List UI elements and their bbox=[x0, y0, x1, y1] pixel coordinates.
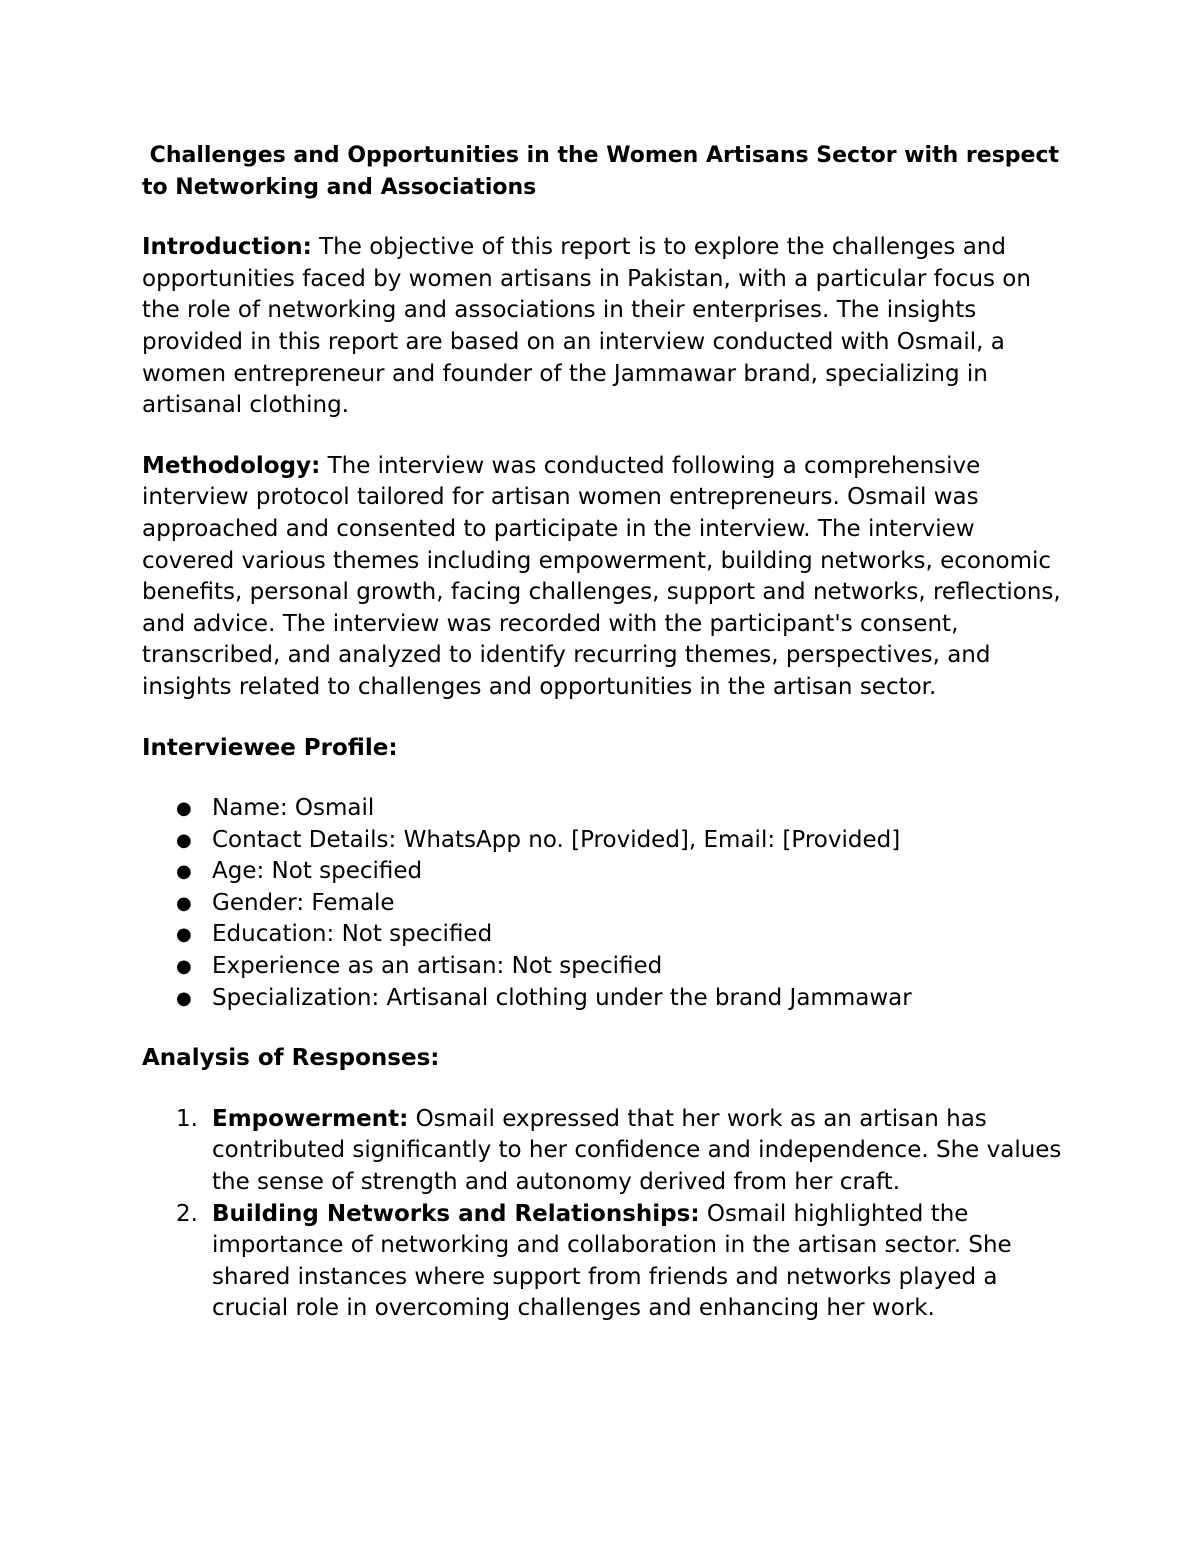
methodology-paragraph bbox=[142, 451, 1072, 704]
introduction-text: The objective of this report is to explore the challenges and opportunities faced by women artisans in Pakistan, with a particular focus on the role of networking and associations in their enterprises. The insights provided in this report are based on an interview conducted with Osmail, a women entrepreneur and founder of the Jammawar brand, specializing in artisanal clothing. bbox=[142, 234, 1031, 419]
analysis-item-label: Empowerment: bbox=[212, 1105, 409, 1132]
profile-item-age: Age: Not specified bbox=[212, 858, 423, 885]
list-item bbox=[142, 825, 1072, 857]
list-item bbox=[142, 888, 1072, 920]
bullet-icon: ● bbox=[176, 798, 192, 820]
bullet-icon: ● bbox=[176, 924, 192, 946]
list-item bbox=[142, 793, 1072, 825]
methodology-text: The interview was conducted following a comprehensive interview protocol tailored for artisan women entrepreneurs. Osmail was approached and consented to participate in the interview. The interview covered various themes including empowerment, building networks, economic benefits, personal growth, facing challenges, support and networks, reflections, and advice. The interview was recorded with the participant's consent, transcribed, and analyzed to identify recurring themes, perspectives, and insights related to challenges and opportunities in the artisan sector. bbox=[142, 452, 1061, 700]
list-item bbox=[142, 856, 1072, 888]
profile-item-gender: Gender: Female bbox=[212, 889, 395, 916]
analysis-item-text: Osmail highlighted the importance of networking and collaboration in the artisan sector. She shared instances where support from friends and networks played a crucial role in overcoming challenges and enhancing her work. bbox=[212, 1200, 1012, 1322]
list-item bbox=[142, 951, 1072, 983]
introduction-label: Introduction: bbox=[142, 234, 312, 261]
bullet-icon: ● bbox=[176, 987, 192, 1009]
document-page bbox=[142, 140, 1072, 1325]
bullet-icon: ● bbox=[176, 956, 192, 978]
item-number: 2. bbox=[176, 1200, 198, 1227]
analysis-heading: Analysis of Responses: bbox=[142, 1045, 440, 1072]
profile-item-name: Name: Osmail bbox=[212, 795, 375, 822]
analysis-list bbox=[142, 1104, 1072, 1325]
item-number: 1. bbox=[176, 1105, 198, 1132]
profile-item-education: Education: Not specified bbox=[212, 921, 493, 948]
bullet-icon: ● bbox=[176, 861, 192, 883]
profile-heading: Interviewee Profile: bbox=[142, 734, 398, 761]
bullet-icon: ● bbox=[176, 892, 192, 914]
profile-list bbox=[142, 793, 1072, 1014]
profile-item-contact: Contact Details: WhatsApp no. [Provided], Email: [Provided] bbox=[212, 826, 901, 853]
analysis-item-label: Building Networks and Relationships: bbox=[212, 1200, 700, 1227]
list-item bbox=[142, 1199, 1072, 1325]
methodology-label: Methodology: bbox=[142, 452, 321, 479]
list-item bbox=[142, 983, 1072, 1015]
list-item bbox=[142, 919, 1072, 951]
analysis-item-text: Osmail expressed that her work as an artisan has contributed significantly to her confidence and independence. She values the sense of strength and autonomy derived from her craft. bbox=[212, 1105, 1062, 1196]
introduction-paragraph bbox=[142, 232, 1072, 422]
document-title: Challenges and Opportunities in the Women Artisans Sector with respect to Networking and Associations bbox=[142, 143, 1067, 200]
profile-item-specialization: Specialization: Artisanal clothing under the brand Jammawar bbox=[212, 984, 912, 1011]
profile-item-experience: Experience as an artisan: Not specified bbox=[212, 953, 663, 980]
bullet-icon: ● bbox=[176, 829, 192, 851]
list-item bbox=[142, 1104, 1072, 1199]
